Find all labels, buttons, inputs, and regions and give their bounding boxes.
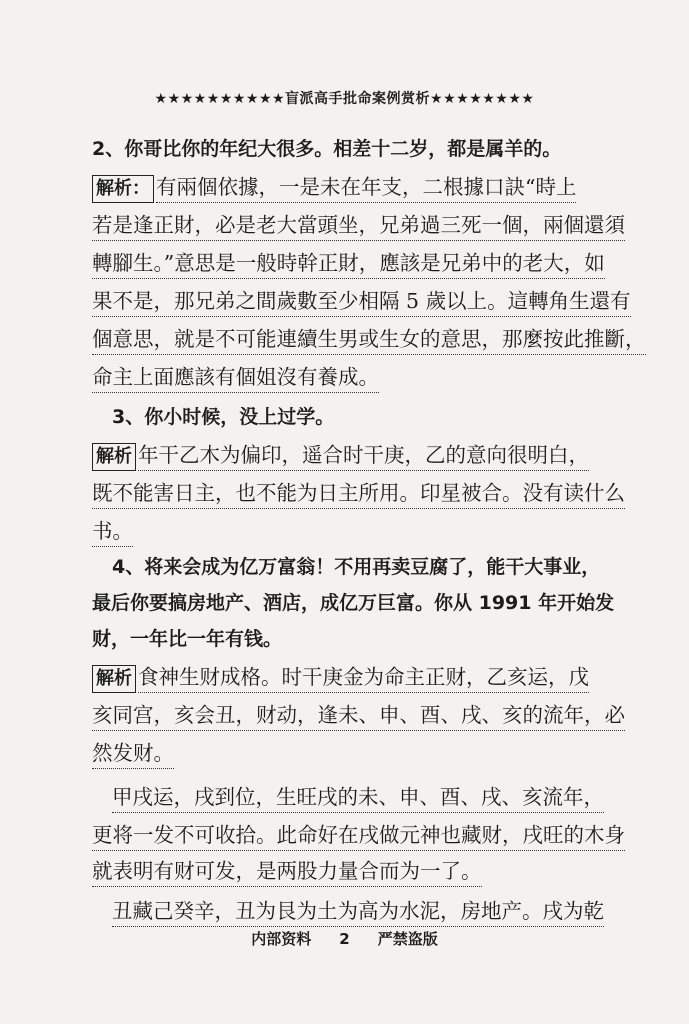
analysis-text: 书。 xyxy=(92,516,133,547)
page-footer xyxy=(0,928,689,949)
analysis-text: 就表明有财可发，是两股力量合而为一了。 xyxy=(92,856,482,887)
analysis-text: 亥同宫，亥会丑，财动，逢未、申、酉、戌、亥的流年，必 xyxy=(92,700,625,731)
question-4-line: 最后你要搞房地产、酒店，成亿万巨富。你从 1991 年开始发 xyxy=(92,592,615,614)
analysis-text: 若是逢正財，必是老大當頭坐，兄弟過三死一個，兩個還須 xyxy=(92,210,625,241)
footer-internal: 内部资料 xyxy=(251,930,312,948)
question-4-line: 财，一年比一年有钱。 xyxy=(92,628,283,650)
analysis-text: 命主上面應該有個姐沒有養成。 xyxy=(92,362,379,393)
analysis-text: 果不是，那兄弟之間歲數至少相隔 5 歲以上。這轉角生還有 xyxy=(92,286,631,317)
analysis-text: 更将一发不可收拾。此命好在戌做元神也藏财，戌旺的木身 xyxy=(92,820,625,851)
analysis-line xyxy=(92,660,652,694)
question-4: 4、将来会成为亿万富翁！不用再卖豆腐了，能干大事业， xyxy=(112,556,601,578)
analysis-text: 既不能害日主，也不能为日主所用。印星被合。没有读什么 xyxy=(92,478,625,509)
analysis-text: 個意思，就是不可能連續生男或生女的意思，那麼按此推斷， xyxy=(92,324,646,355)
analysis-text: 轉腳生。”意思是一般時幹正財，應該是兄弟中的老大，如 xyxy=(92,248,605,279)
analysis-line xyxy=(92,438,652,472)
analysis-line xyxy=(92,170,652,204)
analysis-text: 然发财。 xyxy=(92,738,174,769)
analysis-line xyxy=(92,476,652,510)
footer-copyright: 严禁盗版 xyxy=(377,930,438,948)
analysis-line xyxy=(92,246,652,280)
analysis-text: 年干乙木为偏印，遥合时干庚，乙的意向很明白， xyxy=(138,440,589,471)
analysis-line xyxy=(92,514,652,548)
question-3: 3、你小时候，没上过学。 xyxy=(112,406,335,428)
question-2: 2、你哥比你的年纪大很多。相差十二岁，都是属羊的。 xyxy=(92,138,562,160)
analysis-line xyxy=(92,818,652,852)
analysis-label: 解析 xyxy=(92,665,136,693)
analysis-line xyxy=(92,322,652,356)
analysis-text: 丑藏己癸辛，丑为艮为土为高为水泥，房地产。戌为乾 xyxy=(112,896,604,927)
analysis-text: 食神生财成格。时干庚金为命主正财，乙亥运，戊 xyxy=(138,662,589,693)
analysis-line xyxy=(92,208,652,242)
analysis-line xyxy=(92,854,652,888)
analysis-line xyxy=(92,360,652,394)
analysis-label: 解析： xyxy=(92,175,154,203)
analysis-line xyxy=(92,698,652,732)
analysis-label: 解析 xyxy=(92,443,136,471)
page-number: 2 xyxy=(339,930,350,948)
analysis-line xyxy=(112,894,652,928)
analysis-line xyxy=(92,736,652,770)
analysis-text: 甲戌运，戌到位，生旺戌的未、申、酉、戌、亥流年， xyxy=(112,782,604,813)
analysis-line xyxy=(112,780,652,814)
running-header: ★★★★★★★★★★盲派高手批命案例赏析★★★★★★★★ xyxy=(154,91,535,107)
analysis-text: 有兩個依據，一是未在年支，二根據口訣“時上 xyxy=(156,172,576,203)
analysis-line xyxy=(92,284,652,318)
